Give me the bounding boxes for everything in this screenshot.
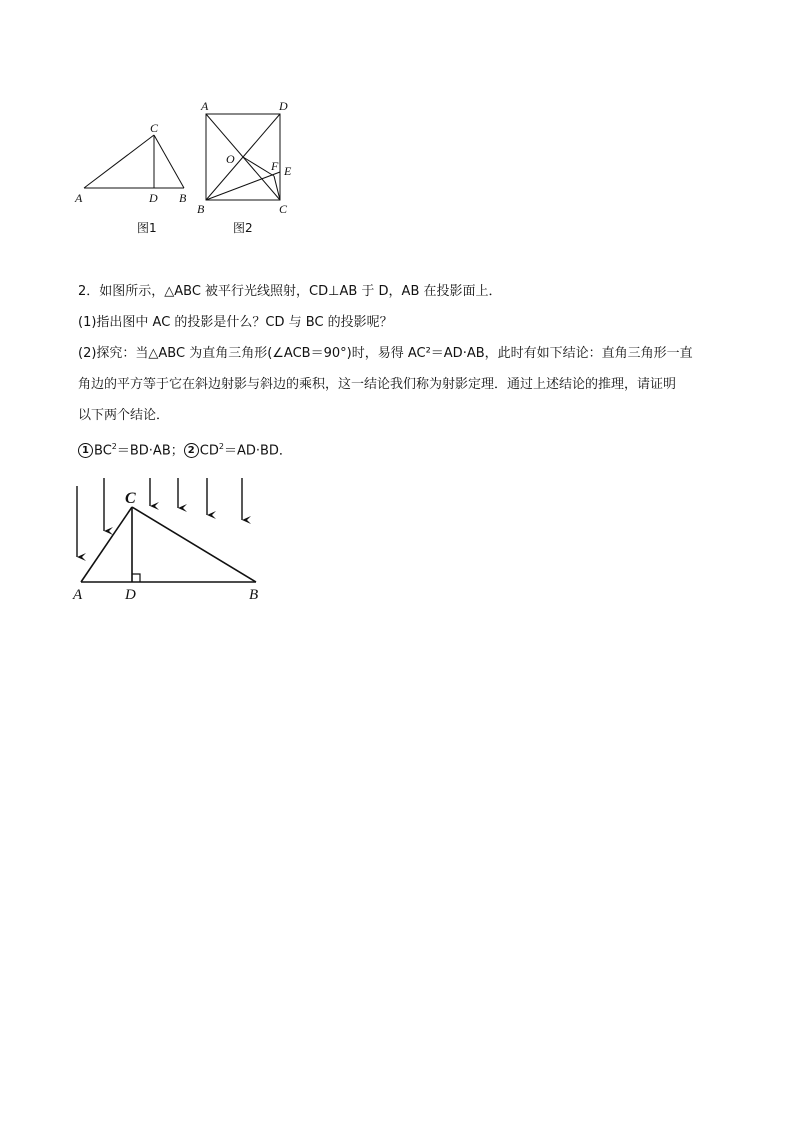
label-b: B <box>249 587 259 603</box>
conclusions <box>78 431 728 466</box>
circled-number-1: 1 <box>78 443 93 458</box>
label-o: O <box>226 152 235 166</box>
segment-ac <box>84 135 154 188</box>
label-f: F <box>271 159 279 173</box>
label-d: D <box>279 99 288 113</box>
question-2-line-3: 以下两个结论． <box>78 408 170 423</box>
question-2-line-1: (2)探究：当△ABC 为直角三角形(∠ACB＝90°)时，易得 AC²＝AD·AB，此时有如下结论：直角三角形一直 <box>78 346 693 361</box>
label-b: B <box>197 202 205 216</box>
label-a: A <box>73 587 83 603</box>
label-c: C <box>150 121 159 135</box>
label-b: B <box>179 191 187 205</box>
segment-bc <box>154 135 184 188</box>
question-1: (1)指出图中 AC 的投影是什么？CD 与 BC 的投影呢？ <box>78 315 393 330</box>
conclusion-2-exponent: 2 <box>218 442 224 451</box>
conclusion-1-base: BC <box>94 443 112 459</box>
figure-1 <box>60 110 210 210</box>
label-d: D <box>149 191 158 205</box>
label-a: A <box>201 99 209 113</box>
segment-be <box>206 172 280 200</box>
figure-1-caption: 图1 <box>137 221 157 235</box>
problem-statement: 2．如图所示，△ABC 被平行光线照射，CD⊥AB 于 D，AB 在投影面上． <box>78 284 502 299</box>
conclusion-2-rest: ＝AD·BD． <box>223 443 292 459</box>
figure-2-caption: 图2 <box>233 221 253 235</box>
figure-3 <box>62 478 282 603</box>
label-d: D <box>125 587 136 603</box>
label-c: C <box>279 202 288 216</box>
segment-ac <box>81 507 132 582</box>
question-2-line-2: 角边的平方等于它在斜边射影与斜边的乘积，这一结论我们称为射影定理．通过上述结论的推理，请证明 <box>78 377 677 392</box>
label-c: C <box>125 490 136 507</box>
right-angle-mark <box>132 574 140 582</box>
circled-number-2: 2 <box>184 443 199 458</box>
segment-of <box>243 157 274 176</box>
segment-bc <box>132 507 256 582</box>
conclusion-2-base: CD <box>199 443 219 459</box>
conclusion-1-rest: ＝BD·AB； <box>116 443 184 459</box>
label-a: A <box>75 191 83 205</box>
label-e: E <box>284 164 292 178</box>
figure-2 <box>195 96 305 220</box>
conclusion-1-exponent: 2 <box>111 442 117 451</box>
problem-2 <box>78 276 728 466</box>
